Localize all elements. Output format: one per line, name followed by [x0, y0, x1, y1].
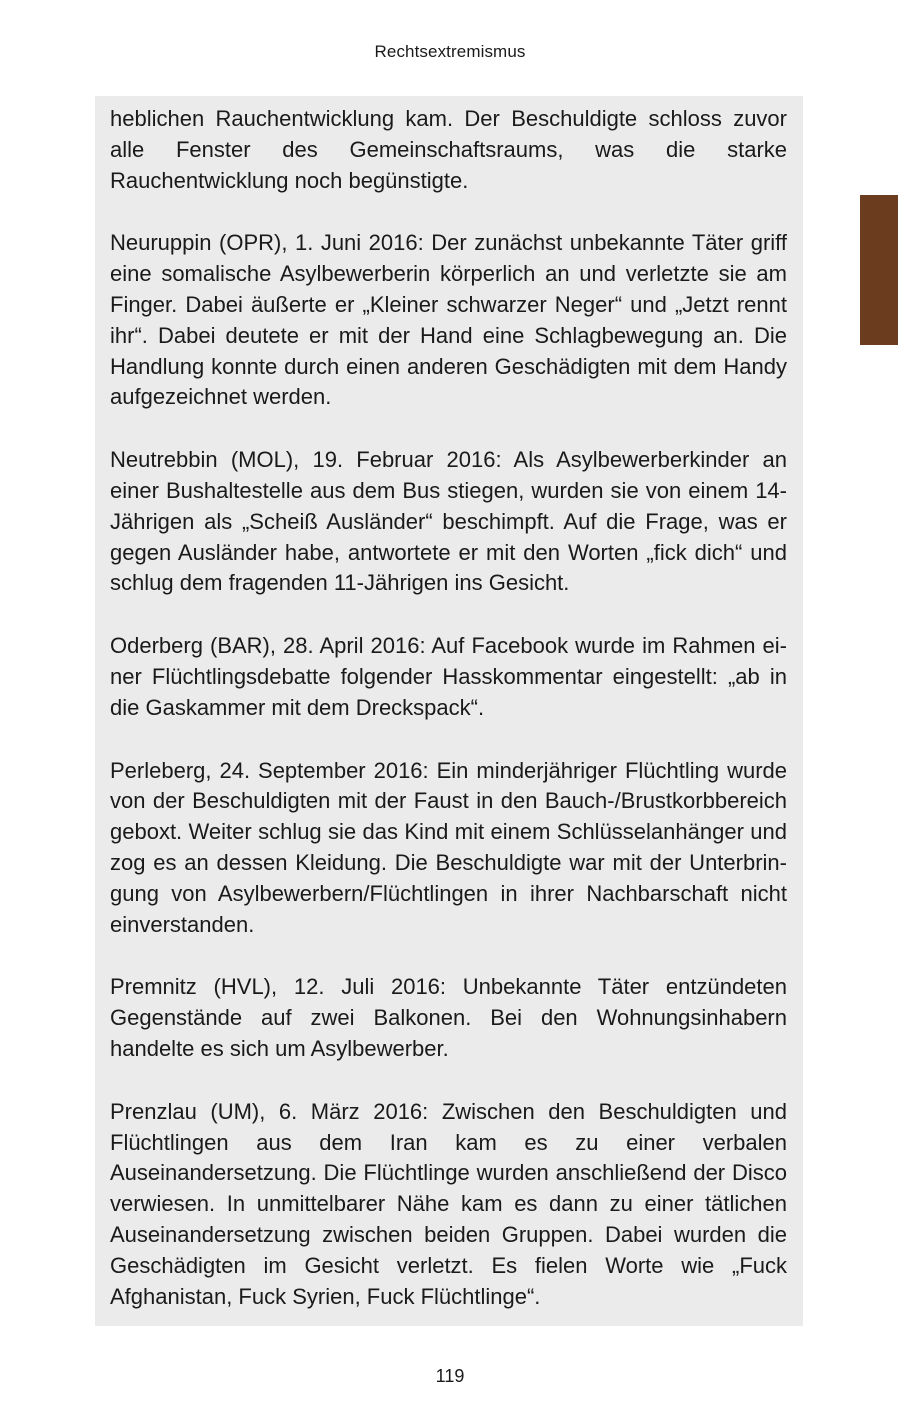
- incident-entry-premnitz: Premnitz (HVL), 12. Juli 2016: Unbekannte Täter entzündeten Gegenstände auf zwei Balkonen. Bei den Wohnungsinhabern handelte es sich um Asylbewerber.: [110, 974, 787, 1061]
- page-number: 119: [435, 1366, 465, 1386]
- running-head: Rechtsextremismus: [374, 42, 526, 61]
- incident-entry-continued: heblichen Rauchentwicklung kam. Der Beschuldigte schloss zuvor alle Fenster des Gemeinschaftsraums, was die starke Rauchentwicklung noch begünstigte.: [110, 106, 787, 193]
- incident-entry-perleberg: Perleberg, 24. September 2016: Ein minderjähriger Flüchtling wurde von der Beschuldigten mit der Faust in den Bauch-/Brustkorbbereich geboxt. Weiter schlug sie das Kind mit einem Schlüsselanhänger und zog es an dessen Kleidung. Die Beschuldigte war mit der Unterbringung von Asylbewerbern/Flüchtlingen in ihrer Nachbarschaft nicht einverstanden.: [110, 757, 787, 937]
- incident-entry-neutrebbin: Neutrebbin (MOL), 19. Februar 2016: Als Asylbewerberkinder an einer Bushaltestelle aus dem Bus stiegen, wurden sie von einem 14-Jährigen als „Scheiß Ausländer“ beschimpft. Auf die Frage, was er gegen Ausländer habe, antwortete er mit den Worten „fick dich“ und schlug dem fragenden 11-Jährigen ins Gesicht.: [110, 447, 787, 596]
- incident-entry-oderberg: Oderberg (BAR), 28. April 2016: Auf Facebook wurde im Rahmen einer Flüchtlingsdebatte folgender Hasskommentar eingestellt: „ab in die Gaskammer mit dem Dreckspack“.: [110, 633, 787, 720]
- incident-list-box: [95, 96, 803, 1326]
- incident-entry-neuruppin: Neuruppin (OPR), 1. Juni 2016: Der zunächst unbekannte Täter griff eine somalische Asylbewerberin körperlich an und verletzte sie am Finger. Dabei äußerte er „Kleiner schwarzer Neger“ und „Jetzt rennt ihr“. Dabei deutete er mit der Hand eine Schlagbewegung an. Die Handlung konnte durch einen anderen Geschädigten mit dem Handy aufgezeichnet werden.: [110, 230, 787, 410]
- incident-entry-prenzlau: Prenzlau (UM), 6. März 2016: Zwischen den Beschuldigten und Flüchtlingen aus dem Iran kam es zu einer verbalen Auseinandersetzung. Die Flüchtlinge wurden anschließend der Disco verwiesen. In unmittelbarer Nähe kam es dann zu einer tätlichen Auseinandersetzung zwischen beiden Gruppen. Dabei wurden die Geschädigten im Gesicht verletzt. Es fielen Worte wie „Fuck Afghanistan, Fuck Syrien, Fuck Flüchtlinge“.: [110, 1098, 787, 1309]
- chapter-thumb-tab: [860, 195, 898, 345]
